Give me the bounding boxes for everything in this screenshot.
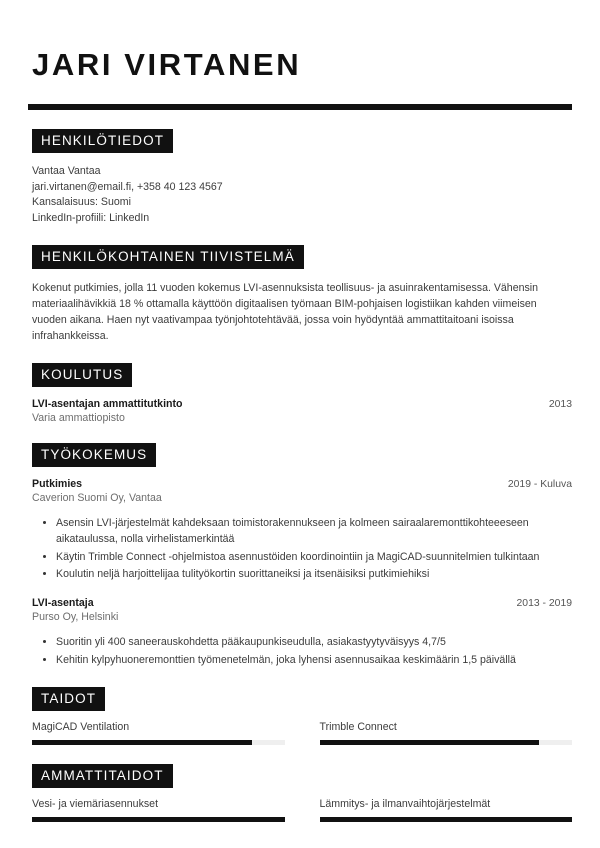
personal-details-body xyxy=(28,164,572,226)
professional-skill-level-fill xyxy=(320,817,573,822)
experience-date: 2013 - 2019 xyxy=(516,598,572,610)
experience-job-title: LVI-asentaja xyxy=(32,597,94,610)
education-date: 2013 xyxy=(548,399,572,411)
experience-bullet-list xyxy=(32,634,572,668)
section-personal-details xyxy=(28,129,572,226)
page-title: JARI VIRTANEN xyxy=(32,47,302,82)
experience-bullet-list xyxy=(32,515,572,582)
header-divider xyxy=(28,104,572,110)
list-item: Suoritin yli 400 saneerauskohdetta pääkaupunkiseudulla, asiakastyytyväisyys 4,7/5 xyxy=(56,634,572,650)
education-entry-header xyxy=(32,398,572,410)
skill-level-fill xyxy=(32,740,252,745)
professional-skill-level-fill xyxy=(32,817,285,822)
contact-linkedin: LinkedIn-profiili: LinkedIn xyxy=(32,211,150,224)
experience-job-title: Putkimies xyxy=(32,478,83,491)
section-experience xyxy=(28,443,572,668)
experience-body xyxy=(28,478,572,668)
summary-body xyxy=(28,280,572,344)
experience-entry xyxy=(32,478,572,582)
section-skills xyxy=(28,687,572,745)
experience-entry-header xyxy=(32,478,572,490)
professional-skill-item xyxy=(320,798,573,822)
skill-label: Trimble Connect xyxy=(319,720,397,733)
summary-paragraph: Kokenut putkimies, jolla 11 vuoden kokemus LVI-asennuksista teollisuus- ja asuinrakentamisessa. Vähensin materiaalihävikkiä 18 % ottamalla käyttöön digitaalisen työmaan BIM-pohjaisen logistiikan kahden viimeisen vuoden aikana. Haen nyt vaativampaa työnjohtotehtävää, jossa voin hyödyntää ammattitaitoani isoissa infrahankkeissa. xyxy=(32,282,539,343)
section-professional-skills xyxy=(28,764,572,822)
skill-level-track xyxy=(320,740,573,745)
contact-location: Vantaa Vantaa xyxy=(32,165,101,178)
professional-skill-item xyxy=(32,798,285,822)
skills-grid xyxy=(28,721,572,745)
section-heading-summary: HENKILÖKOHTAINEN TIIVISTELMÄ xyxy=(32,245,304,269)
skill-label: MagiCAD Ventilation xyxy=(32,720,130,733)
experience-entry xyxy=(32,597,572,668)
experience-date: 2019 - Kuluva xyxy=(507,479,572,491)
list-item: Käytin Trimble Connect -ohjelmistoa asennustöiden koordinointiin ja MagiCAD-suunnitelmien tulkintaan xyxy=(56,549,572,565)
professional-skill-label: Lämmitys- ja ilmanvaihtojärjestelmät xyxy=(319,797,491,810)
skill-level-track xyxy=(32,740,285,745)
contact-nationality: Kansalaisuus: Suomi xyxy=(32,196,131,209)
section-heading-skills: TAIDOT xyxy=(32,687,105,711)
experience-entry-header xyxy=(32,597,572,609)
education-body xyxy=(28,398,572,424)
education-entry xyxy=(32,398,572,424)
experience-employer: Purso Oy, Helsinki xyxy=(32,611,119,624)
skill-item xyxy=(32,721,285,745)
experience-employer: Caverion Suomi Oy, Vantaa xyxy=(32,492,162,505)
section-education xyxy=(28,363,572,424)
section-heading-experience: TYÖKOKEMUS xyxy=(32,443,156,467)
professional-skill-level-track xyxy=(32,817,285,822)
professional-skill-level-track xyxy=(320,817,573,822)
section-heading-professional-skills: AMMATTITAIDOT xyxy=(32,764,173,788)
professional-skills-grid xyxy=(28,798,572,822)
list-item: Koulutin neljä harjoittelijaa tulityökortin suorittaneiksi ja itsenäisiksi putkimiehiksi xyxy=(56,566,572,582)
skill-level-fill xyxy=(320,740,540,745)
contact-email-phone: jari.virtanen@email.fi, +358 40 123 4567 xyxy=(32,180,223,193)
section-heading-education: KOULUTUS xyxy=(32,363,132,387)
skill-item xyxy=(320,721,573,745)
section-heading-personal-details: HENKILÖTIEDOT xyxy=(32,129,173,153)
list-item: Asensin LVI-järjestelmät kahdeksaan toimistorakennukseen ja kolmeen sairaalaremonttikohteeeseen aikataulussa, nolla virhelistamerkintää xyxy=(56,515,572,547)
section-summary xyxy=(28,245,572,344)
list-item: Kehitin kylpyhuoneremonttien työmenetelmän, joka lyhensi asennusaikaa keskimäärin 1,5 päivällä xyxy=(56,652,572,668)
education-degree: LVI-asentajan ammattitutkinto xyxy=(32,398,183,411)
professional-skill-label: Vesi- ja viemäriasennukset xyxy=(32,797,159,810)
education-institution: Varia ammattiopisto xyxy=(32,412,125,425)
